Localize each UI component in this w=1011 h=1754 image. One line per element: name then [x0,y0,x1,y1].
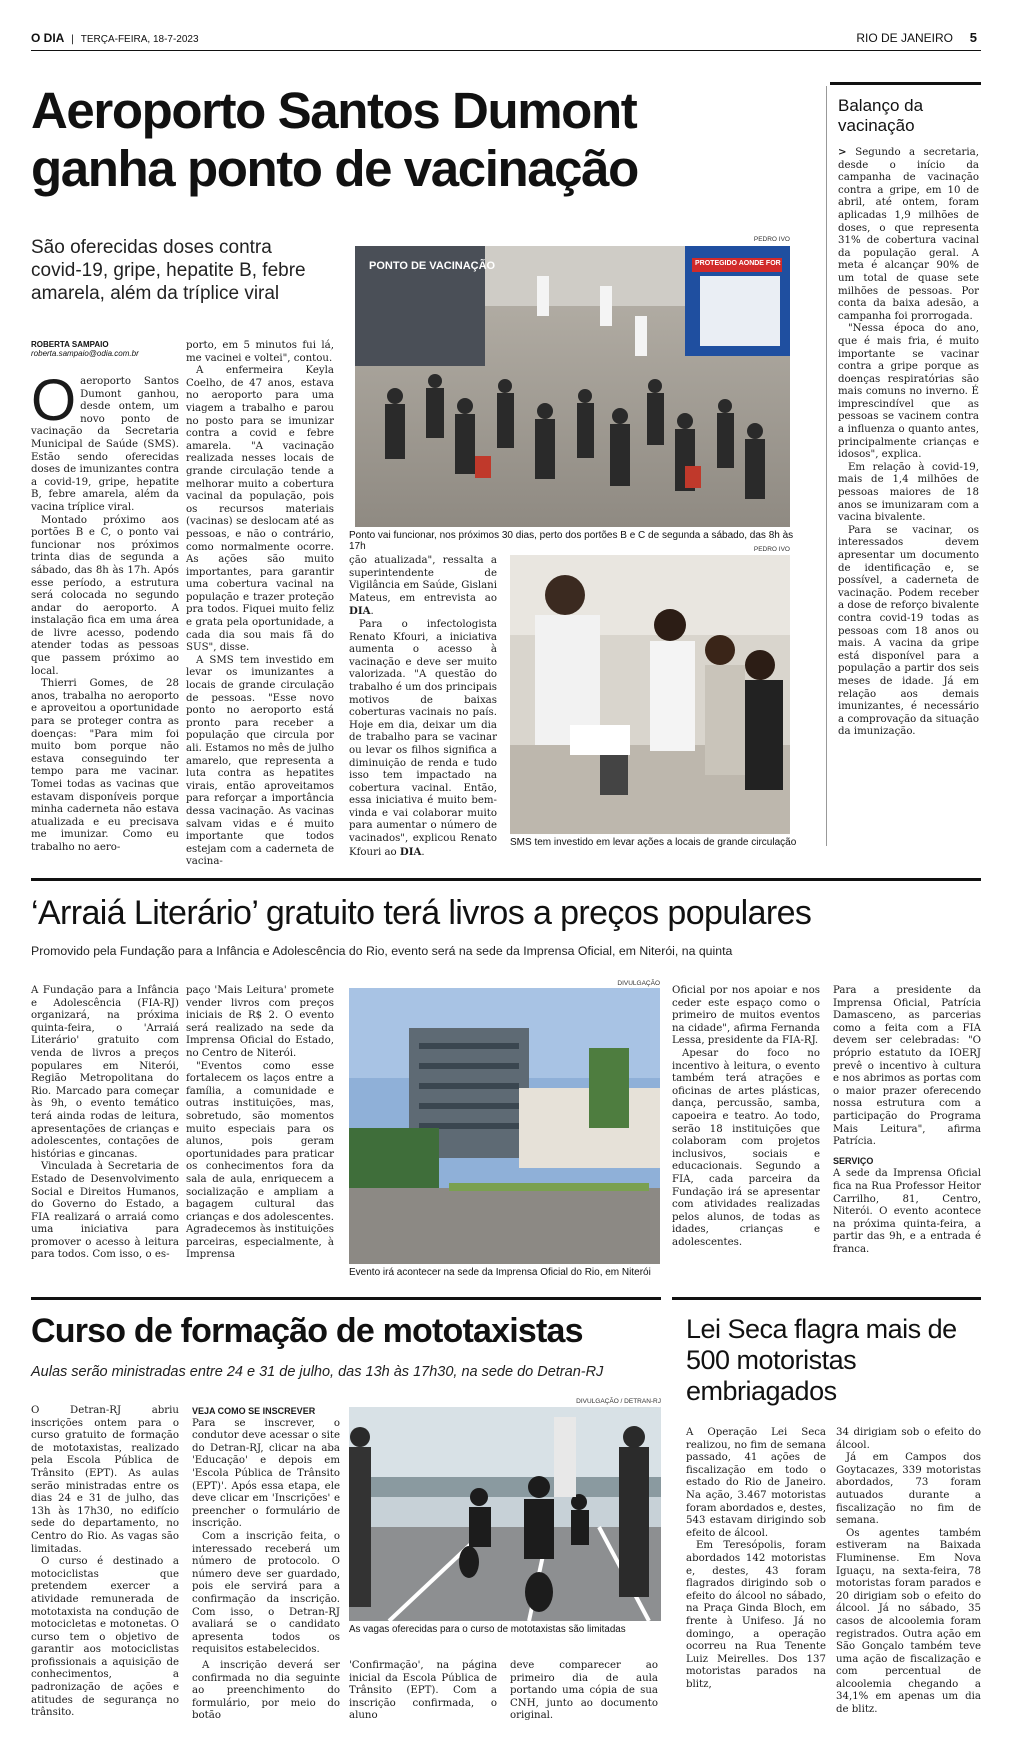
article2-col3: Oficial por nos apoiar e nos ceder este espaço como o primeiro de muitos eventos na cidade", afirma Fernanda Lessa, presidente da FIA-RJ. Apesar do foco no incentivo à leitura, o evento também terá atrações e oficinas de artes plásticas, dança, percussão, samba, capoeira e teatro. Ao todo, serão 18 instituições que colaboram com projetos inclusivos, sociais e educacionais. Segundo a FIA, cada parceira da Fundação irá se apresentar com atividades realizadas pelos alunos, de todas as idades, crianças e adolescentes. [672,985,820,1248]
article2-subtitle: Promovido pela Fundação para a Infância e Adolescência do Rio, evento será na sede da Imprensa Oficial, em Niterói, na quinta [31,944,733,958]
paper-name: O DIA [31,31,65,45]
photo1-caption: Ponto vai funcionar, nos próximos 30 dias, perto dos portões B e C de segunda a sábado, das 8h às 17h [349,530,794,552]
article1-col1: Oaeroporto Santos Dumont ganhou, desde ontem, um novo ponto de vacinação da Secretaria Municipal de Saúde (SMS). Estão sendo oferecidas doses de imunizantes contra a covid-19, gripe, hepatite B, febre amarela, além da vacina tríplice viral. Montado próximo aos portões B e C, o ponto vai funcionar nos próximos trinta dias de segunda a sábado, das 8h às 17h. Após esse período, a estrutura será colocada no segundo andar do aeroporto. A instalação fica em uma área de livre acesso, podendo atender todas as pessoas que passem próximo ao local. Thierri Gomes, de 28 anos, trabalha no aeroporto e aproveitou a oportunidade para se proteger contra as doenças: "Para mim foi muito bom porque não estava conseguindo ter tempo para me vacinar. Tomei todas as vacinas que estavam disponíveis porque minha caderneta não estava atualizada e eu precisava me imunizar. Como eu trabalho no aero- [31,368,179,853]
sidebar-top-rule [830,82,981,85]
page-header: O DIA | TERÇA-FEIRA, 18-7-2023 RIO DE JANEIRO 5 [31,30,977,45]
service-label: SERVIÇO [833,1155,874,1166]
article1-title: Aeroporto Santos Dumont ganha ponto de vacinação [31,82,638,197]
author-name: ROBERTA SAMPAIO [31,340,109,349]
arrow-icon: > [838,146,856,158]
photo-nurse-vaccinating [510,555,790,834]
section-name: RIO DE JANEIRO [856,31,953,45]
vaccination-sign-2: PROTEGIDO AONDE FOR [695,260,781,267]
photo2-caption: SMS tem investido em levar ações a locais de grande circulação [510,837,797,848]
article1-col2: porto, em 5 minutos fui lá, me vacinei e voltei", contou. A enfermeira Keyla Coelho, de 47 anos, estava no aeroporto para uma viagem a trabalho e parou no posto para se imunizar contra a covid e febre amarela. "A vacinação realizada nesses locais de grande circulação tende a melhorar muito a cobertura vacinal da população, pois os recursos materiais (vacinas) se deslocam até as pessoas, e não o contrário, como normalmente ocorre. As ações são muito importantes, para garantir uma cobertura vacinal na população e trazer proteção pra todos. Fiquei muito feliz e grata pela oportunidade, a cada dia sou mais fã do SUS", disse. A SMS tem investido em levar os imunizantes a locais de grande circulação de pessoas. "Esse novo ponto no aeroporto está pronto para receber a população que circula por ali. Estamos no mês de julho amarelo, que representa a luta contra as hepatites virais, então aproveitamos para reforçar a importância dessa vacinação. As vacinas salvam vidas e é muito importante que todos estejam com a caderneta de vacina- [186,340,334,868]
article3-col1: O Detran-RJ abriu inscrições ontem para o curso gratuito de formação de mototaxistas, realizado pela Escola Pública de Trânsito (EPT). As aulas serão ministradas entre os dias 24 e 31 de julho, das 13h às 17h30, no edifício sede do departamento, no Centro do Rio. As vagas são limitadas. O curso é destinado a motociclistas que pretendem exercer a atividade remunerada de mototaxista na condução de motocicletas e motonetas. O curso tem o objetivo de garantir aos motociclistas profissionais a aquisição de conhecimentos, a padronização de ações e atitudes de segurança no trânsito. [31,1405,179,1719]
photo-imprensa-oficial [349,988,660,1264]
sidebar-title: Balanço da vacinação [838,96,924,135]
photo-motorcycles [349,1407,661,1621]
header-rule [31,50,981,51]
photo3-caption: Evento irá acontecer na sede da Imprensa Oficial do Rio, em Niterói [349,1267,651,1278]
article4-col1: A Operação Lei Seca realizou, no fim de semana passado, 41 ações de fiscalização em todo o estado do Rio de Janeiro. Na ação, 3.467 motoristas foram abordados e, destes, 543 estavam dirigindo sob efeito de álcool. Em Teresópolis, foram abordados 142 motoristas e, destes, 43 foram flagrados dirigindo sob o efeito do álcool no sábado, na Praça Ginda Bloch, em frente à Unifeso. Já no domingo, a operação ocorreu na Rua Tenente Luiz Meirelles. Dos 137 motoristas parados na blitz, [686,1427,826,1690]
article2-col2: paço 'Mais Leitura' promete vender livros com preços iniciais de R$ 2. O evento será realizado na sede da Imprensa Oficial do Estado, no Centro de Niterói. "Eventos como esse fortalecem os laços entre a família, a comunidade e outras instituições, mas, sobretudo, são momentos muito especiais para os alunos, pois geram oportunidades para praticar os conhecimentos fora da sala de aula, enriquecem a socialização e ampliam a bagagem cultural das crianças e dos adolescentes. Agradecemos às instituições parceiras, especialmente, à Imprensa [186,985,334,1261]
motorcycle-illustration [349,1407,661,1621]
article3-col4-bottom: deve comparecer ao primeiro dia de aula portando uma cópia de sua CNH, junto ao documento original. [510,1660,658,1722]
article3-col3-bottom: 'Confirmação', na página inicial da Escola Pública de Trânsito (EPT). Com a inscrição confirmada, o aluno [349,1660,497,1722]
crowd-illustration [355,246,790,527]
article1-col3: ção atualizada", ressalta a superintendente de Vigilância em Saúde, Gislani Mateus, em entrevista ao DIA. Para o infectologista Renato Kfouri, a iniciativa aumenta o acesso à vacinação e deve ser muito valorizada. "A questão do trabalho é um dos principais motivos de baixas coberturas vacinais no país. Hoje em dia, deixar um dia de trabalho para se vacinar ou levar os filhos significa a diminuição de renda e tudo isso tem impactado na cobertura vacinal. Então, essa iniciativa é muito bem-vinda e vai colaborar muito para aumentar o número de vacinados", explicou Renato Kfouri ao DIA. [349,555,497,858]
sidebar-text: > Segundo a secretaria, desde o início da campanha de vacinação contra a gripe, em 10 de abril, até ontem, foram aplicadas 1,9 milhões de doses, o que representa 31% de cobertura vacinal da população geral. A meta é alcançar 90% de um total de quase sete milhões de pessoas. Por conta da baixa adesão, a campanha foi prorrogada. "Nessa época do ano, que é mais fria, é muito importante se vacinar contra a gripe porque as doenças respiratórias são mais comuns no inverno. É imprescindível que as pessoas se vacinem contra a influenza o quanto antes, principalmente crianças e idosos", explica. Em relação à covid-19, mais de 1,4 milhões de pessoas maiores de 18 anos se imunizaram com a vacina bivalente. Para se vacinar, os interessados devem apresentar um documento de identificação e, se possível, a caderneta de vacinação. Podem receber a dose de reforço bivalente contra covid-19 todas as pessoas com 18 anos ou mais. A vacina da gripe está disponível para a população a partir dos seis meses de idade. Já em relação aos demais imunizantes, é necessário a comprovação da situação da imunização. [838,146,979,738]
article3-col2-bottom: A inscrição deverá ser confirmada no dia seguinte ao preenchimento do formulário, por meio do botão [192,1660,340,1722]
section-rule-2a [31,1297,661,1300]
article2-col4: Para a presidente da Imprensa Oficial, Patrícia Damasceno, as parcerias como a feita com a FIA devem ser celebradas: "O próprio estatuto da IOERJ prevê o incentivo à cultura e nos abrimos as portas com o maior prazer oferecendo nossa estrutura com a participação do Programa Mais Leitura", afirma Patrícia. SERVIÇO A sede da Imprensa Oficial fica na Rua Professor Heitor Carrilho, 81, Centro, Niterói. O evento acontece na próxima quinta-feira, a partir das 9h, e a entrada é franca. [833,985,981,1255]
article4-col2: 34 dirigiam sob o efeito do álcool. Já em Campos dos Goytacazes, 339 motoristas abordados, 73 foram autuados durante a fiscalização no fim de semana. Os agentes também estiveram na Baixada Fluminense. Em Nova Iguaçu, na sexta-feira, 78 motoristas foram parados e 20 dirigiam sob o efeito do álcool. Já no sábado, 35 casos de alcoolemia foram registrados. Outra ação em São Gonçalo também teve uma ação de fiscalização e com percentual de alcoolemia chegando a 34,1% em apenas um dia de blitz. [836,1427,981,1716]
photo1-credit: PEDRO IVO [753,236,790,243]
vaccination-sign: PONTO DE VACINAÇÃO [369,260,496,272]
article4-title: Lei Seca flagra mais de 500 motoristas embriagados [686,1314,957,1406]
service-text: A sede da Imprensa Oficial fica na Rua Professor Heitor Carrilho, 81, Centro, Niterói. O evento acontece na próxima quinta-feira, a partir das 9h, e a entrada é franca. [833,1168,981,1255]
photo4-credit: DIVULGAÇÃO / DETRAN-RJ [576,1398,661,1405]
nurse-illustration [510,555,790,834]
building-illustration [349,988,660,1264]
photo4-caption: As vagas oferecidas para o curso de mototaxistas são limitadas [349,1624,626,1635]
section-rule-1 [31,878,981,881]
photo-vaccination-point [355,246,790,527]
how-to-register-label: VEJA COMO SE INSCREVER [192,1406,316,1416]
article2-title: ‘Arraiá Literário’ gratuito terá livros a preços populares [31,894,812,932]
header-date: TERÇA-FEIRA, 18-7-2023 [80,34,199,45]
page-number: 5 [969,30,977,45]
article3-title: Curso de formação de mototaxistas [31,1312,583,1350]
author-email: roberta.sampaio@odia.com.br [31,349,139,358]
photo2-credit: PEDRO IVO [753,546,790,553]
article2-col1: A Fundação para a Infância e Adolescência (FIA-RJ) organizará, na próxima quinta-feira, o 'Arraiá Literário' gratuito com venda de livros a preços populares em Niterói, Região Metropolitana do Rio. Marcado para começar às 9h, o evento temático terá ainda rodas de leitura, apresentações de crianças e adolescentes, contações de histórias e gincanas. Vinculada à Secretaria de Estado de Desenvolvimento Social e Direitos Humanos, do Governo do Estado, a FIA realizará o arraiá como uma iniciativa para promover o acesso à leitura para todos. Com isso, o es- [31,985,179,1261]
article1-byline [31,340,181,358]
article3-col2-top: VEJA COMO SE INSCREVER Para se inscrever, o condutor deve acessar o site do Detran-RJ, clicar na aba 'Educação' e depois em 'Escola Pública de Trânsito (EPT)'. Após essa etapa, ele deve clicar em 'Inscrições' e preencher o formulário de inscrição. Com a inscrição feita, o interessado receberá um número de protocolo. O número deve ser guardado, pois ele servirá para a confirmação da inscrição. Com isso, o Detran-RJ avaliará se o candidato apresenta todos os requisitos estabelecidos. [192,1406,340,1656]
dropcap: O [31,368,77,433]
article1-subtitle: São oferecidas doses contra covid-19, gripe, hepatite B, febre amarela, além da tríplice viral [31,237,306,304]
section-rule-2b [672,1297,981,1300]
article3-subtitle: Aulas serão ministradas entre 24 e 31 de julho, das 13h às 17h30, na sede do Detran-RJ [31,1364,604,1380]
photo3-credit: DIVULGAÇÃO [617,980,660,987]
